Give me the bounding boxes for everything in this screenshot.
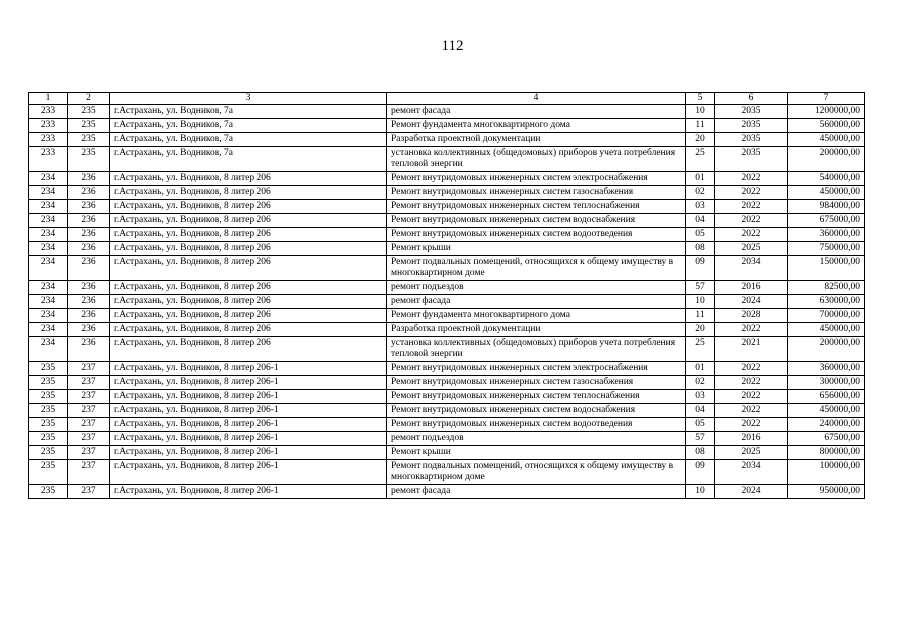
work-type-cell: Ремонт внутридомовых инженерных систем электроснабжения — [387, 172, 686, 186]
address-cell: г.Астрахань, ул. Водников, 8 литер 206 — [110, 295, 387, 309]
item-number-cell: 236 — [68, 337, 110, 362]
year-cell: 2022 — [715, 362, 788, 376]
year-cell: 2035 — [715, 147, 788, 172]
column-number: 5 — [686, 93, 715, 105]
row-index-cell: 234 — [29, 309, 68, 323]
work-type-cell: ремонт фасада — [387, 105, 686, 119]
code-cell: 10 — [686, 105, 715, 119]
address-cell: г.Астрахань, ул. Водников, 7а — [110, 105, 387, 119]
address-cell: г.Астрахань, ул. Водников, 8 литер 206-1 — [110, 446, 387, 460]
year-cell: 2022 — [715, 200, 788, 214]
address-cell: г.Астрахань, ул. Водников, 8 литер 206 — [110, 337, 387, 362]
year-cell: 2034 — [715, 460, 788, 485]
item-number-cell: 237 — [68, 460, 110, 485]
work-type-cell: установка коллективных (общедомовых) приборов учета потребления тепловой энергии — [387, 147, 686, 172]
address-cell: г.Астрахань, ул. Водников, 8 литер 206-1 — [110, 390, 387, 404]
address-cell: г.Астрахань, ул. Водников, 7а — [110, 147, 387, 172]
column-number: 6 — [715, 93, 788, 105]
table-row — [29, 390, 865, 404]
code-cell: 04 — [686, 404, 715, 418]
table-row — [29, 323, 865, 337]
column-number: 1 — [29, 93, 68, 105]
cost-cell: 656000,00 — [788, 390, 865, 404]
work-type-cell: Ремонт подвальных помещений, относящихся к общему имуществу в многоквартирном доме — [387, 460, 686, 485]
row-index-cell: 235 — [29, 404, 68, 418]
row-index-cell: 235 — [29, 485, 68, 499]
code-cell: 04 — [686, 214, 715, 228]
item-number-cell: 237 — [68, 446, 110, 460]
code-cell: 09 — [686, 256, 715, 281]
cost-cell: 630000,00 — [788, 295, 865, 309]
table-header-row — [29, 93, 865, 105]
table-row — [29, 105, 865, 119]
table-row — [29, 133, 865, 147]
row-index-cell: 234 — [29, 214, 68, 228]
year-cell: 2024 — [715, 295, 788, 309]
work-type-cell: Ремонт фундамента многоквартирного дома — [387, 119, 686, 133]
code-cell: 25 — [686, 337, 715, 362]
table-row — [29, 200, 865, 214]
address-cell: г.Астрахань, ул. Водников, 8 литер 206-1 — [110, 432, 387, 446]
cost-cell: 450000,00 — [788, 186, 865, 200]
table-row — [29, 147, 865, 172]
address-cell: г.Астрахань, ул. Водников, 8 литер 206 — [110, 323, 387, 337]
item-number-cell: 236 — [68, 200, 110, 214]
item-number-cell: 235 — [68, 105, 110, 119]
year-cell: 2028 — [715, 309, 788, 323]
cost-cell: 240000,00 — [788, 418, 865, 432]
year-cell: 2025 — [715, 446, 788, 460]
cost-cell: 360000,00 — [788, 362, 865, 376]
cost-cell: 700000,00 — [788, 309, 865, 323]
code-cell: 02 — [686, 376, 715, 390]
code-cell: 05 — [686, 228, 715, 242]
year-cell: 2022 — [715, 418, 788, 432]
item-number-cell: 236 — [68, 309, 110, 323]
table-row — [29, 418, 865, 432]
work-type-cell: Ремонт внутридомовых инженерных систем теплоснабжения — [387, 390, 686, 404]
work-type-cell: ремонт фасада — [387, 295, 686, 309]
item-number-cell: 236 — [68, 323, 110, 337]
address-cell: г.Астрахань, ул. Водников, 7а — [110, 119, 387, 133]
row-index-cell: 235 — [29, 446, 68, 460]
address-cell: г.Астрахань, ул. Водников, 8 литер 206 — [110, 200, 387, 214]
row-index-cell: 234 — [29, 281, 68, 295]
row-index-cell: 233 — [29, 147, 68, 172]
item-number-cell: 237 — [68, 432, 110, 446]
row-index-cell: 233 — [29, 119, 68, 133]
table-row — [29, 172, 865, 186]
cost-cell: 200000,00 — [788, 337, 865, 362]
address-cell: г.Астрахань, ул. Водников, 7а — [110, 133, 387, 147]
column-number: 2 — [68, 93, 110, 105]
item-number-cell: 235 — [68, 147, 110, 172]
table-row — [29, 485, 865, 499]
address-cell: г.Астрахань, ул. Водников, 8 литер 206 — [110, 214, 387, 228]
item-number-cell: 236 — [68, 295, 110, 309]
item-number-cell: 236 — [68, 214, 110, 228]
page-number: 112 — [441, 38, 464, 54]
row-index-cell: 234 — [29, 256, 68, 281]
work-type-cell: ремонт фасада — [387, 485, 686, 499]
year-cell: 2034 — [715, 256, 788, 281]
address-cell: г.Астрахань, ул. Водников, 8 литер 206 — [110, 256, 387, 281]
work-type-cell: Ремонт фундамента многоквартирного дома — [387, 309, 686, 323]
cost-cell: 450000,00 — [788, 323, 865, 337]
code-cell: 09 — [686, 460, 715, 485]
repair-schedule-table — [28, 92, 865, 499]
column-number: 3 — [110, 93, 387, 105]
table-row — [29, 119, 865, 133]
cost-cell: 450000,00 — [788, 404, 865, 418]
cost-cell: 200000,00 — [788, 147, 865, 172]
year-cell: 2022 — [715, 404, 788, 418]
code-cell: 57 — [686, 281, 715, 295]
work-type-cell: Ремонт крыши — [387, 446, 686, 460]
address-cell: г.Астрахань, ул. Водников, 8 литер 206-1 — [110, 376, 387, 390]
work-type-cell: Ремонт внутридомовых инженерных систем водоснабжения — [387, 214, 686, 228]
row-index-cell: 233 — [29, 133, 68, 147]
item-number-cell: 237 — [68, 390, 110, 404]
row-index-cell: 234 — [29, 172, 68, 186]
code-cell: 08 — [686, 242, 715, 256]
cost-cell: 150000,00 — [788, 256, 865, 281]
table-body — [29, 93, 865, 499]
table-row — [29, 446, 865, 460]
address-cell: г.Астрахань, ул. Водников, 8 литер 206-1 — [110, 404, 387, 418]
row-index-cell: 234 — [29, 323, 68, 337]
code-cell: 10 — [686, 485, 715, 499]
year-cell: 2021 — [715, 337, 788, 362]
code-cell: 05 — [686, 418, 715, 432]
address-cell: г.Астрахань, ул. Водников, 8 литер 206-1 — [110, 485, 387, 499]
table-row — [29, 337, 865, 362]
cost-cell: 100000,00 — [788, 460, 865, 485]
year-cell: 2022 — [715, 390, 788, 404]
table-row — [29, 460, 865, 485]
item-number-cell: 237 — [68, 376, 110, 390]
cost-cell: 82500,00 — [788, 281, 865, 295]
work-type-cell: Ремонт крыши — [387, 242, 686, 256]
item-number-cell: 237 — [68, 485, 110, 499]
code-cell: 01 — [686, 172, 715, 186]
address-cell: г.Астрахань, ул. Водников, 8 литер 206 — [110, 186, 387, 200]
column-number: 7 — [788, 93, 865, 105]
code-cell: 25 — [686, 147, 715, 172]
row-index-cell: 235 — [29, 460, 68, 485]
work-type-cell: ремонт подъездов — [387, 281, 686, 295]
work-type-cell: Разработка проектной документации — [387, 323, 686, 337]
table-row — [29, 281, 865, 295]
work-type-cell: Ремонт внутридомовых инженерных систем электроснабжения — [387, 362, 686, 376]
year-cell: 2035 — [715, 133, 788, 147]
year-cell: 2022 — [715, 172, 788, 186]
row-index-cell: 234 — [29, 295, 68, 309]
item-number-cell: 236 — [68, 242, 110, 256]
address-cell: г.Астрахань, ул. Водников, 8 литер 206 — [110, 228, 387, 242]
item-number-cell: 236 — [68, 228, 110, 242]
row-index-cell: 234 — [29, 337, 68, 362]
table-row — [29, 362, 865, 376]
code-cell: 02 — [686, 186, 715, 200]
cost-cell: 560000,00 — [788, 119, 865, 133]
item-number-cell: 235 — [68, 119, 110, 133]
cost-cell: 984000,00 — [788, 200, 865, 214]
year-cell: 2016 — [715, 281, 788, 295]
work-type-cell: ремонт подъездов — [387, 432, 686, 446]
item-number-cell: 237 — [68, 418, 110, 432]
row-index-cell: 233 — [29, 105, 68, 119]
code-cell: 10 — [686, 295, 715, 309]
cost-cell: 67500,00 — [788, 432, 865, 446]
cost-cell: 450000,00 — [788, 133, 865, 147]
cost-cell: 800000,00 — [788, 446, 865, 460]
year-cell: 2022 — [715, 214, 788, 228]
table-row — [29, 214, 865, 228]
year-cell: 2025 — [715, 242, 788, 256]
code-cell: 01 — [686, 362, 715, 376]
work-type-cell: Ремонт внутридомовых инженерных систем водоснабжения — [387, 404, 686, 418]
table-row — [29, 432, 865, 446]
row-index-cell: 234 — [29, 228, 68, 242]
table-row — [29, 186, 865, 200]
table-row — [29, 228, 865, 242]
item-number-cell: 236 — [68, 172, 110, 186]
row-index-cell: 235 — [29, 432, 68, 446]
address-cell: г.Астрахань, ул. Водников, 8 литер 206 — [110, 281, 387, 295]
cost-cell: 300000,00 — [788, 376, 865, 390]
work-type-cell: Разработка проектной документации — [387, 133, 686, 147]
cost-cell: 540000,00 — [788, 172, 865, 186]
address-cell: г.Астрахань, ул. Водников, 8 литер 206-1 — [110, 418, 387, 432]
work-type-cell: Ремонт внутридомовых инженерных систем теплоснабжения — [387, 200, 686, 214]
year-cell: 2035 — [715, 119, 788, 133]
row-index-cell: 235 — [29, 376, 68, 390]
year-cell: 2022 — [715, 376, 788, 390]
code-cell: 57 — [686, 432, 715, 446]
year-cell: 2016 — [715, 432, 788, 446]
address-cell: г.Астрахань, ул. Водников, 8 литер 206 — [110, 172, 387, 186]
code-cell: 20 — [686, 323, 715, 337]
row-index-cell: 235 — [29, 418, 68, 432]
table-row — [29, 309, 865, 323]
table-row — [29, 376, 865, 390]
code-cell: 03 — [686, 200, 715, 214]
item-number-cell: 236 — [68, 281, 110, 295]
table-row — [29, 404, 865, 418]
year-cell: 2022 — [715, 228, 788, 242]
item-number-cell: 235 — [68, 133, 110, 147]
work-type-cell: Ремонт внутридомовых инженерных систем водоотведения — [387, 418, 686, 432]
item-number-cell: 237 — [68, 404, 110, 418]
work-type-cell: установка коллективных (общедомовых) приборов учета потребления тепловой энергии — [387, 337, 686, 362]
code-cell: 03 — [686, 390, 715, 404]
cost-cell: 750000,00 — [788, 242, 865, 256]
item-number-cell: 237 — [68, 362, 110, 376]
cost-cell: 360000,00 — [788, 228, 865, 242]
row-index-cell: 234 — [29, 186, 68, 200]
year-cell: 2022 — [715, 323, 788, 337]
code-cell: 20 — [686, 133, 715, 147]
item-number-cell: 236 — [68, 186, 110, 200]
column-number: 4 — [387, 93, 686, 105]
work-type-cell: Ремонт подвальных помещений, относящихся к общему имуществу в многоквартирном доме — [387, 256, 686, 281]
table-row — [29, 256, 865, 281]
item-number-cell: 236 — [68, 256, 110, 281]
work-type-cell: Ремонт внутридомовых инженерных систем газоснабжения — [387, 186, 686, 200]
table-row — [29, 242, 865, 256]
code-cell: 08 — [686, 446, 715, 460]
cost-cell: 675000,00 — [788, 214, 865, 228]
row-index-cell: 235 — [29, 362, 68, 376]
cost-cell: 950000,00 — [788, 485, 865, 499]
row-index-cell: 234 — [29, 200, 68, 214]
work-type-cell: Ремонт внутридомовых инженерных систем газоснабжения — [387, 376, 686, 390]
address-cell: г.Астрахань, ул. Водников, 8 литер 206-1 — [110, 362, 387, 376]
row-index-cell: 235 — [29, 390, 68, 404]
address-cell: г.Астрахань, ул. Водников, 8 литер 206 — [110, 309, 387, 323]
address-cell: г.Астрахань, ул. Водников, 8 литер 206 — [110, 242, 387, 256]
work-type-cell: Ремонт внутридомовых инженерных систем водоотведения — [387, 228, 686, 242]
table-row — [29, 295, 865, 309]
year-cell: 2035 — [715, 105, 788, 119]
row-index-cell: 234 — [29, 242, 68, 256]
code-cell: 11 — [686, 119, 715, 133]
year-cell: 2022 — [715, 186, 788, 200]
code-cell: 11 — [686, 309, 715, 323]
address-cell: г.Астрахань, ул. Водников, 8 литер 206-1 — [110, 460, 387, 485]
cost-cell: 1200000,00 — [788, 105, 865, 119]
year-cell: 2024 — [715, 485, 788, 499]
